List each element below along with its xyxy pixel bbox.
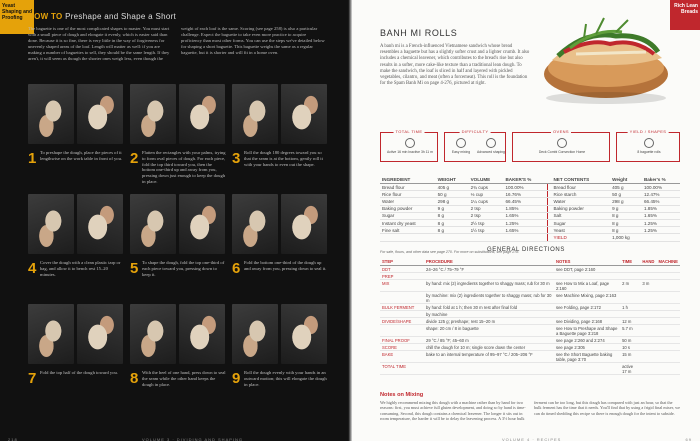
ingredient-cell: 1.85%	[642, 205, 680, 212]
direction-cell	[554, 273, 620, 280]
col-net-weight: Weight	[610, 176, 642, 184]
direction-row	[380, 311, 680, 318]
direction-cell: by hand: mix (2) ingredients together to shaggy mass; rub for 30 m	[424, 280, 554, 292]
ingredient-cell: Instant dry yeast	[380, 219, 436, 226]
difficulty-label: DIFFICULTY	[461, 129, 489, 134]
direction-cell	[656, 273, 680, 280]
step-photo	[281, 194, 327, 254]
direction-cell	[656, 311, 680, 318]
ingredient-cell: 1.25%	[642, 227, 680, 234]
ovens-value: Deck Combi Convection Home	[538, 150, 586, 154]
ingredient-table	[380, 176, 680, 242]
step-photos	[28, 194, 124, 254]
direction-cell: see page 2:260 and 2:274	[554, 337, 620, 344]
direction-cell	[620, 292, 640, 304]
step-photos	[130, 84, 226, 144]
direction-cell	[640, 337, 656, 344]
direction-row	[380, 280, 680, 292]
ingredient-cell: 16.76%	[503, 191, 547, 198]
direction-cell: divide 125 g; preshape; rest 15–20 m	[424, 318, 554, 325]
step-number: 1	[28, 150, 37, 167]
step-number: 8	[130, 370, 139, 387]
gcol-hand: HAND	[642, 259, 655, 264]
direction-cell	[640, 351, 656, 363]
ingredient-cell: 66.45%	[503, 198, 547, 205]
direction-row	[380, 266, 680, 273]
step-photo	[130, 84, 176, 144]
total-time-label: TOTAL TIME	[395, 129, 423, 134]
step-card	[130, 304, 226, 414]
step-photo	[232, 84, 278, 144]
step-photos	[28, 304, 124, 364]
volume-label: VOLUME 3 · DIVIDING AND SHAPING	[142, 437, 244, 441]
direction-cell	[656, 304, 680, 311]
step-number: 6	[232, 260, 241, 277]
col-net: NET CONTENTS	[551, 176, 610, 184]
direction-cell: BAKE	[380, 351, 424, 363]
step-photo	[130, 194, 176, 254]
direction-cell: DIVIDE/SHAPE	[380, 318, 424, 325]
step-card	[130, 194, 226, 304]
recipe-title: BANH MI ROLLS	[380, 28, 458, 38]
ingredient-cell: 405 g	[610, 184, 642, 191]
ingredient-cell: Rice flour	[380, 191, 436, 198]
difficulty-item	[449, 138, 473, 154]
ingredient-row	[380, 227, 680, 234]
step-photo	[281, 84, 327, 144]
step-photo	[232, 194, 278, 254]
step-photo	[28, 84, 74, 144]
step-photo	[179, 84, 225, 144]
step-photos	[232, 304, 328, 364]
direction-cell: by hand: fold at 1 h; then 30 m rest after final fold	[424, 304, 554, 311]
ovens-label: OVENS	[552, 129, 570, 134]
ingredient-cell: 8 g	[436, 227, 469, 234]
direction-cell: MIX	[380, 280, 424, 292]
direction-row	[380, 351, 680, 363]
step-number: 7	[28, 370, 37, 387]
step-card	[130, 84, 226, 194]
step-text: Fold the bottom one-third of the dough up and away from you, pressing down to seal it.	[244, 260, 327, 271]
ingredient-cell: 1.25%	[503, 219, 547, 226]
chapter-tab-label: Yeast Shaping and Proofing	[2, 3, 32, 21]
ingredient-row	[380, 219, 680, 226]
direction-cell	[554, 311, 620, 318]
direction-cell	[656, 363, 680, 375]
clock-icon	[405, 138, 415, 148]
ingredient-cell	[642, 234, 680, 241]
gcol-procedure: PROCEDURE	[424, 258, 554, 266]
step-text: Fold the top half of the dough toward you.	[40, 370, 118, 375]
step-card	[232, 194, 328, 304]
ingredient-cell	[503, 234, 547, 241]
general-directions-table	[380, 258, 680, 375]
direction-cell	[640, 363, 656, 375]
notes-text: We highly recommend mixing this dough with a machine rather than by hand for two reasons: first, you must achieve full gluten development, and doing so by hand is time-consuming. Second, this dough contains a chemical leavener. The longer it sits out in room temperature, the harder it will be to delay the leavening process. A 3½ hour bulk ferment can be too long, but this dough has compared with just an hour, so that the bulk ferment has the time that it needs. You'll find that by using a frigid final mixer, we can do timed shedding this recipe so there is enough dough for the intent to subside.	[380, 400, 680, 422]
page-number: 218	[8, 437, 18, 441]
yield-label: YIELD / SHAPES	[629, 129, 667, 134]
ingredient-row	[380, 184, 680, 191]
ingredient-cell: 298 g	[436, 198, 469, 205]
direction-cell: 10 s	[620, 344, 640, 351]
direction-row	[380, 304, 680, 311]
direction-cell	[620, 311, 640, 318]
direction-cell	[656, 280, 680, 292]
direction-cell: 1 h	[620, 304, 640, 311]
ingredient-cell: Sugar	[380, 212, 436, 219]
total-time-box	[380, 129, 438, 162]
step-photo	[28, 194, 74, 254]
ingredient-row	[380, 212, 680, 219]
direction-cell: see Dividing, page 2:168	[554, 318, 620, 325]
direction-cell	[554, 363, 620, 375]
baguette-icon	[644, 138, 654, 148]
ingredient-cell: 1¼ cups	[469, 198, 504, 205]
step-text: Roll the dough evenly with your hands in an outward motion; this will elongate the dough in place.	[244, 370, 327, 387]
direction-cell: see the Short Baguette baking table, page 3:70	[554, 351, 620, 363]
direction-cell: see Folding, page 2:172	[554, 304, 620, 311]
direction-cell: DDT	[380, 266, 424, 273]
intro-text: The baguette is one of the most complicated shapes to master. You must start with a small piece of dough and elongate it evenly, which is easier said than done. Because it is so fine, there is very little in the way of forgiveness for unevenly shaped areas of the loaf. Length will matter as well: if you are making a number of baguettes to sell, they should be the same length. If they aren't, it will seem as though the shorter ones weigh less, even though the weight of each loaf is the same. Scoring (see page 258) is also a particular challenge. Expect the baguette to take even more practice to acquire proficiency than most other forms. You can use the steps we've detailed below for shaping a short baguette. This baguette weighs the same as a regular baguette, but it is shorter and will fit in a home oven.	[28, 26, 325, 61]
direction-cell	[640, 266, 656, 273]
difficulty-box	[444, 129, 506, 162]
step-photo	[179, 304, 225, 364]
ingredient-cell: 100.00%	[642, 184, 680, 191]
direction-cell	[656, 351, 680, 363]
step-text: Roll the dough 180 degrees toward you so that the seam is at the bottom, gently roll it with your hands to even out the shape.	[244, 150, 323, 167]
recipe-intro: A banh mi is a French-influenced Vietnamese sandwich whose bread resembles a baguette but has a slightly softer crust and a lighter crumb. It also includes a chemical leavener, which contributes to the bread's rise but also results in a softer, more cake-like texture than a traditional lean dough. To make the sandwich, the loaf is sliced in half and layered with pickled vegetables, cilantro, and meat (often a forcemeat). This roll is the foundation for the Spam Banh Mi on page 4-276, pictured at right.	[380, 44, 530, 87]
step-photos	[130, 194, 226, 254]
col-weight: WEIGHT	[436, 176, 469, 184]
direction-cell: bake to an internal temperature of 95–97 °C / 205–206 °F	[424, 351, 554, 363]
direction-cell	[656, 266, 680, 273]
step-text: With the heel of one hand, press down to seal the seam while the other hand keeps the dough in place.	[142, 370, 226, 387]
general-header-row	[380, 258, 680, 266]
step-photo	[77, 304, 123, 364]
ingredient-row	[380, 205, 680, 212]
how-to-label: HOW TO	[28, 12, 63, 21]
ingredient-cell: 100.00%	[503, 184, 547, 191]
direction-cell: see page 2:305	[554, 344, 620, 351]
step-photos	[28, 84, 124, 144]
direction-cell: 29 °C / 85 °F; 45–60 m	[424, 337, 554, 344]
direction-cell: 3 m	[640, 280, 656, 292]
yield-box	[616, 129, 680, 162]
ingredient-cell: 1.65%	[503, 227, 547, 234]
direction-cell	[656, 337, 680, 344]
ingredient-cell: Rice starch	[551, 191, 610, 198]
ovens-item	[517, 138, 607, 154]
gcol-machine: MACHINE	[656, 258, 680, 266]
yield-value: 8 baguette rolls	[637, 150, 661, 154]
ingredient-cell: 8 g	[610, 219, 642, 226]
ingredient-cell: 8 g	[436, 219, 469, 226]
general-directions-title: GENERAL DIRECTIONS	[487, 247, 565, 253]
ingredient-cell: 2 tsp	[469, 205, 504, 212]
total-time-value: Active 16 min Inactive 3h 11 m	[387, 150, 433, 154]
ingredient-cell: Bread flour	[380, 184, 436, 191]
direction-cell	[640, 311, 656, 318]
step-text: To preshape the dough, place the pieces of it lengthwise on the work table in front of you.	[40, 150, 123, 161]
ingredient-cell: 1.25%	[642, 219, 680, 226]
direction-cell	[380, 325, 424, 337]
ingredient-cell: 1,000 kg	[610, 234, 642, 241]
ingredient-cell: 9 g	[436, 205, 469, 212]
gcol-notes: NOTES	[554, 258, 620, 266]
difficulty-mixing: Easy mixing	[451, 150, 471, 154]
direction-cell	[424, 363, 554, 375]
ingredient-cell: 2 tsp	[469, 212, 504, 219]
ingredient-cell	[469, 234, 504, 241]
step-photo	[232, 304, 278, 364]
direction-row	[380, 363, 680, 375]
direction-row	[380, 337, 680, 344]
step-text: Flatten the rectangles with your palms, trying to form oval pieces of dough. For each piece, fold the top third toward you, then the bottom one-third up and away from you, pressing down just enough to keep the dough in place.	[142, 150, 226, 184]
direction-cell: 15 m	[620, 351, 640, 363]
step-card	[28, 194, 124, 304]
ingredient-cell: 2½ tsp	[469, 219, 504, 226]
step-number: 2	[130, 150, 139, 167]
right-page	[352, 0, 700, 441]
direction-cell	[380, 292, 424, 304]
step-photos	[232, 84, 328, 144]
ingredient-row	[380, 191, 680, 198]
direction-row	[380, 292, 680, 304]
col-bakers: BAKER'S %	[503, 176, 547, 184]
ingredient-cell	[436, 234, 469, 241]
step-card	[232, 304, 328, 414]
direction-cell: FINAL PROOF	[380, 337, 424, 344]
direction-cell	[640, 304, 656, 311]
direction-cell: see How to Preshape and Shape a Baguette page 3:218	[554, 325, 620, 337]
direction-cell	[380, 311, 424, 318]
ingredient-cell: 298 g	[610, 198, 642, 205]
ingredient-cell: 8 g	[610, 227, 642, 234]
ingredient-cell: Yeast	[551, 227, 610, 234]
direction-cell: active 17 m	[620, 363, 640, 375]
direction-cell: shape: 20 cm / 8 in baguette	[424, 325, 554, 337]
direction-cell: BULK FERMENT	[380, 304, 424, 311]
how-to-heading	[28, 12, 176, 21]
ingredient-cell: 12.47%	[642, 191, 680, 198]
ingredient-cell: 50 g	[610, 191, 642, 198]
total-time-value-wrap	[385, 138, 435, 154]
step-photo	[281, 304, 327, 364]
direction-row	[380, 273, 680, 280]
yield-item	[621, 138, 677, 154]
direction-cell: by machine	[424, 311, 554, 318]
ingredient-header-row	[380, 176, 680, 184]
direction-cell: SCORE	[380, 344, 424, 351]
ingredient-cell: 1.85%	[503, 205, 547, 212]
direction-cell	[656, 344, 680, 351]
ingredient-cell: 50 g	[436, 191, 469, 198]
step-photo	[179, 194, 225, 254]
direction-cell	[640, 318, 656, 325]
direction-cell	[620, 273, 640, 280]
ingredient-cell: YIELD	[551, 234, 610, 241]
direction-cell: 5.7 m	[620, 325, 640, 337]
direction-cell: 24–26 °C / 75–79 °F	[424, 266, 554, 273]
direction-cell	[640, 273, 656, 280]
step-photo	[77, 84, 123, 144]
ingredient-cell: Water	[380, 198, 436, 205]
ingredient-cell: Baking powder	[551, 205, 610, 212]
difficulty-shaping: Advanced shaping	[477, 150, 505, 154]
mixing-icon	[456, 138, 466, 148]
direction-row	[380, 318, 680, 325]
direction-cell	[656, 318, 680, 325]
ingredient-cell: 405 g	[436, 184, 469, 191]
ovens-box	[512, 129, 610, 162]
col-ingredient: INGREDIENT	[380, 176, 436, 184]
ingredient-note: For safe, flours, and other data see page 270. For more on substitutions, see page 278.	[380, 250, 520, 254]
step-number: 9	[232, 370, 241, 387]
direction-cell: TOTAL TIME	[380, 363, 424, 375]
ingredient-row	[380, 234, 680, 241]
direction-cell: 50 m	[620, 337, 640, 344]
page-number: 69	[685, 437, 692, 441]
direction-row	[380, 344, 680, 351]
direction-row	[380, 325, 680, 337]
direction-cell	[424, 273, 554, 280]
chapter-tab-label: Rich Lean Breads	[674, 3, 698, 15]
banh-mi-photo	[536, 8, 674, 112]
direction-cell: by machine: mix (2) ingredients together to shaggy mass; rub for 30 m	[424, 292, 554, 304]
col-volume: VOLUME	[469, 176, 504, 184]
ingredient-cell: 8 g	[610, 212, 642, 219]
ingredient-cell: 1.65%	[642, 212, 680, 219]
ingredient-cell: ⅓ cup	[469, 191, 504, 198]
col-net-bakers: Baker's %	[642, 176, 680, 184]
direction-cell: see Machine Mixing, page 2:163	[554, 292, 620, 304]
ingredient-cell: Salt	[551, 212, 610, 219]
step-photos	[130, 304, 226, 364]
step-photo	[28, 304, 74, 364]
ingredient-cell: 8 g	[436, 212, 469, 219]
recipe-info-boxes	[380, 129, 680, 170]
shaping-icon	[486, 138, 496, 148]
ingredient-cell: Fine salt	[380, 227, 436, 234]
step-card	[28, 304, 124, 414]
direction-cell	[640, 292, 656, 304]
how-to-title: Preshape and Shape a Short	[65, 12, 177, 21]
ingredient-cell	[380, 234, 436, 241]
step-card	[232, 84, 328, 194]
ingredient-cell: 9 g	[610, 205, 642, 212]
ingredient-row	[380, 198, 680, 205]
direction-cell	[640, 344, 656, 351]
ingredient-cell: Baking powder	[380, 205, 436, 212]
oven-icon	[557, 138, 567, 148]
direction-cell: 12 m	[620, 318, 640, 325]
left-page	[0, 0, 348, 441]
ingredient-cell: Bread flour	[551, 184, 610, 191]
chapter-tab	[670, 0, 700, 30]
step-card	[28, 84, 124, 194]
step-photo	[130, 304, 176, 364]
step-number: 4	[28, 260, 37, 277]
ingredient-cell: Sugar	[551, 219, 610, 226]
direction-cell: PREP	[380, 273, 424, 280]
difficulty-item	[477, 138, 505, 154]
direction-cell: see DDT, page 2:160	[554, 266, 620, 273]
direction-cell: 2 m	[620, 280, 640, 292]
step-number: 3	[232, 150, 241, 167]
ingredient-cell: Water	[551, 198, 610, 205]
direction-cell	[656, 325, 680, 337]
volume-label: VOLUME 4 · RECIPES	[502, 437, 562, 441]
notes-title: Notes on Mixing	[380, 392, 424, 398]
step-text: Cover the dough with a clean plastic tarp or bag, and allow it to bench rest 15–20 minutes.	[40, 260, 121, 277]
direction-cell	[656, 292, 680, 304]
ingredient-cell: 1½ tsp	[469, 227, 504, 234]
ingredient-cell: 66.45%	[642, 198, 680, 205]
direction-cell	[640, 325, 656, 337]
step-text: To shape the dough, fold the top one-third of each piece toward you, pressing down to keep it.	[142, 260, 225, 277]
step-number: 5	[130, 260, 139, 277]
direction-cell	[620, 266, 640, 273]
ingredient-cell: 2¾ cups	[469, 184, 504, 191]
step-photos	[232, 194, 328, 254]
gcol-time: TIME	[620, 258, 640, 266]
ingredient-cell: 1.65%	[503, 212, 547, 219]
direction-cell: chill the dough for 10 m; single score down the center	[424, 344, 554, 351]
step-photo	[77, 194, 123, 254]
gcol-step: STEP	[380, 258, 424, 266]
direction-cell: see How to Mix a Loaf, page 2:160	[554, 280, 620, 292]
